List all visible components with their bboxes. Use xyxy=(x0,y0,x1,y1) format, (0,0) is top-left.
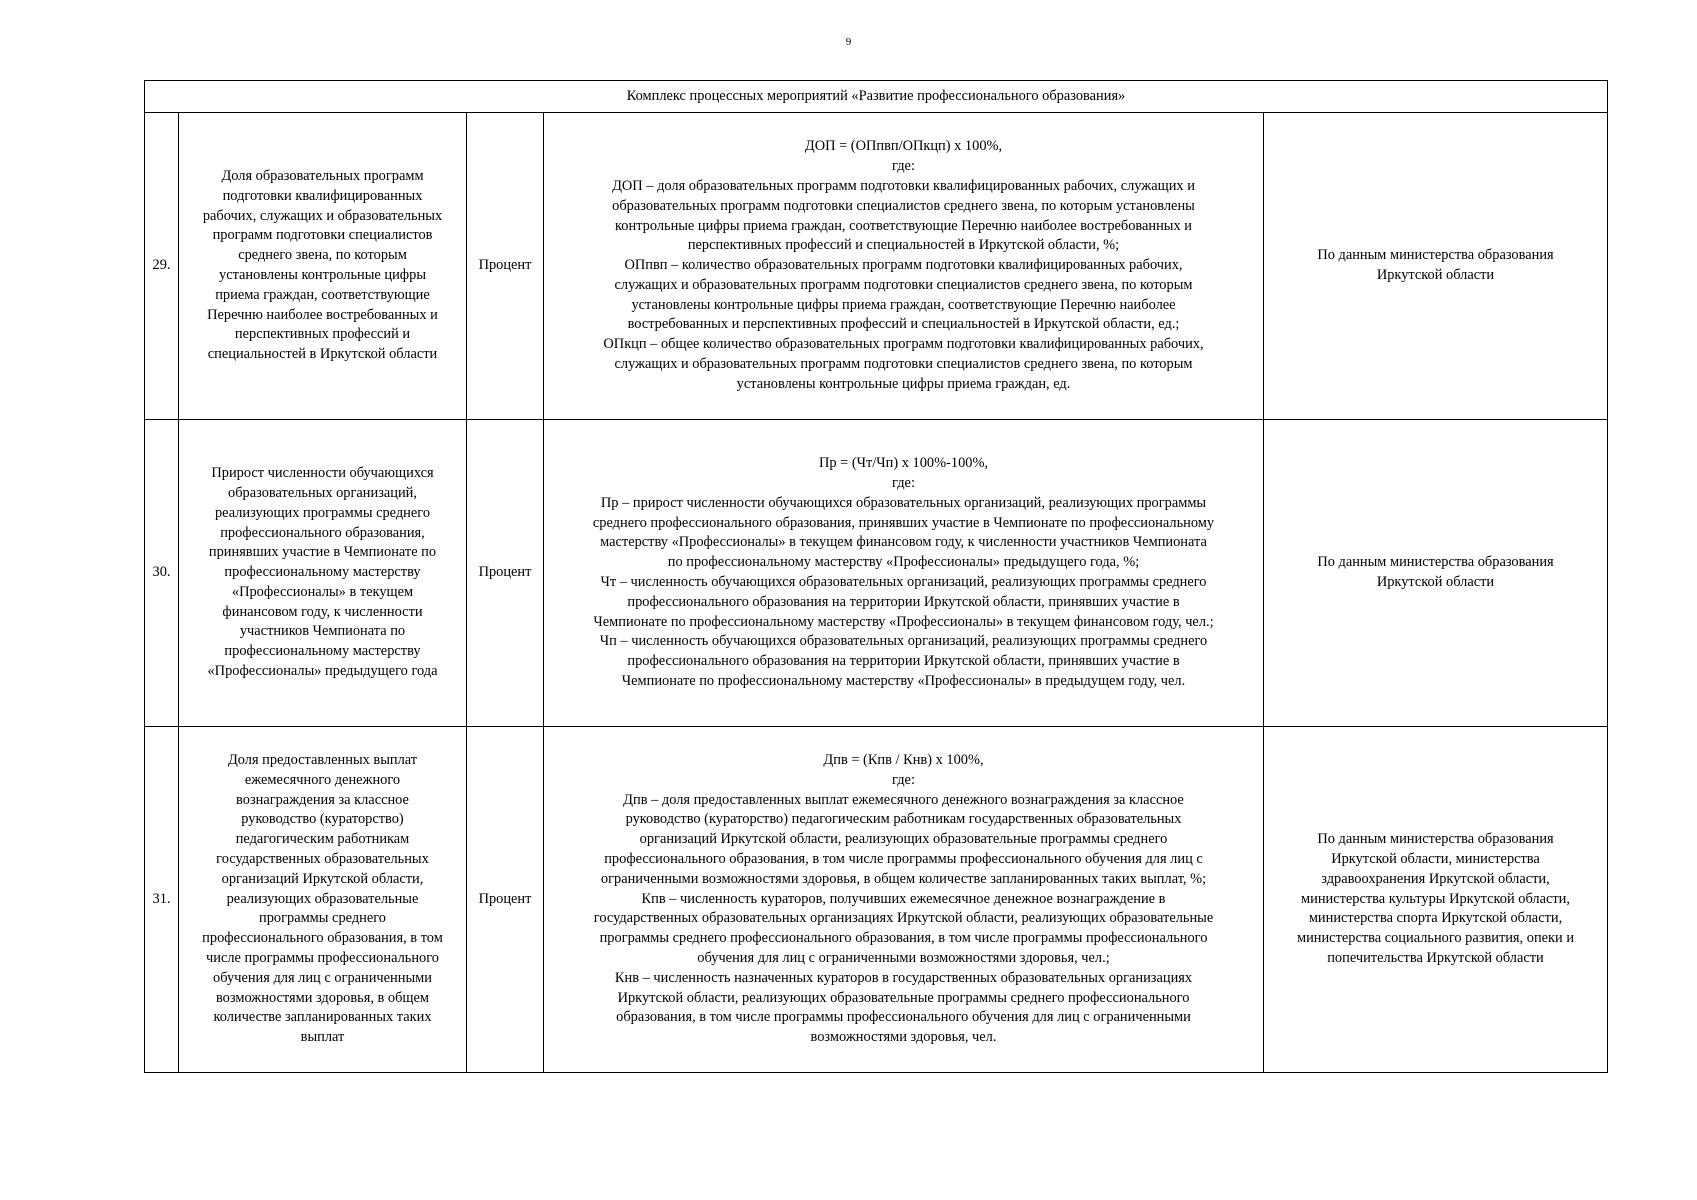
text-line: контрольные цифры приема граждан, соответствующие Перечню наиболее востребованных и xyxy=(615,217,1192,234)
indicator-name xyxy=(179,727,467,1073)
text-line: где: xyxy=(892,158,915,175)
text-line: возможностями здоровья, чел. xyxy=(810,1029,997,1046)
text-line: профессионального образования на территории Иркутской области, принявших участие в xyxy=(627,653,1180,670)
text-line: программы среднего xyxy=(259,910,386,927)
text-line: руководство (кураторство) педагогическим работникам государственных образовательных xyxy=(625,811,1182,828)
text-line: финансовом году, к численности xyxy=(222,603,423,620)
text-line: программ подготовки специалистов xyxy=(212,227,433,244)
text-line: выплат xyxy=(300,1029,345,1046)
indicators-table xyxy=(144,80,1608,1073)
text-line: профессиональному мастерству xyxy=(224,564,421,581)
text-line: По данным министерства образования xyxy=(1317,554,1554,571)
text-line: Иркутской области xyxy=(1376,574,1495,590)
text-line: Иркутской области, министерства xyxy=(1331,851,1540,867)
text-line: перспективных профессий и специальностей в Иркутской области, %; xyxy=(687,237,1120,254)
page-number: 9 xyxy=(845,36,852,48)
row-number: 31. xyxy=(145,727,179,1073)
text-line: рабочих, служащих и образовательных xyxy=(202,207,443,224)
text-line: приема граждан, соответствующие xyxy=(215,286,430,303)
text-line: Чп – численность обучающихся образовательных организаций, реализующих программы среднего xyxy=(599,633,1208,650)
unit-cell: Процент xyxy=(467,420,544,727)
text-line: где: xyxy=(892,771,915,788)
text-line: перспективных профессий и xyxy=(234,326,411,343)
text-line: По данным министерства образования xyxy=(1317,831,1554,848)
text-line: обучения для лиц с ограниченными xyxy=(213,969,432,986)
text-line: Чемпионате по профессиональному мастерству «Профессионалы» в текущем финансовом году, чел.; xyxy=(593,613,1214,630)
text-line: среднего звена, по которым xyxy=(238,247,407,264)
text-line: здравоохранения Иркутской области, xyxy=(1321,870,1550,887)
text-line: организаций Иркутской области, реализующих образовательные программы среднего xyxy=(639,831,1168,848)
text-line: ограниченными возможностями здоровья, в общем количестве запланированных таких выплат, %; xyxy=(600,870,1207,887)
text-line: установлены контрольные цифры xyxy=(219,267,426,283)
formula-cell xyxy=(544,113,1264,420)
text-line: профессиональному мастерству xyxy=(224,643,421,660)
text-line: руководство (кураторство) xyxy=(241,811,404,828)
text-line: возможностями здоровья, в общем xyxy=(215,989,429,1006)
table-row xyxy=(145,727,1608,1073)
text-line: реализующих программы среднего xyxy=(214,504,431,521)
indicator-name xyxy=(179,113,467,420)
row-number: 30. xyxy=(145,420,179,727)
text-line: Иркутской области xyxy=(1376,267,1495,283)
text-line: Прирост численности обучающихся xyxy=(211,465,434,482)
text-line: Дпв = (Кпв / Кнв) x 100%, xyxy=(823,752,984,769)
section-header-row xyxy=(145,81,1608,113)
text-line: профессионального образования, в том числе программы профессионального обучения для лиц с xyxy=(604,851,1203,867)
text-line: Иркутской области, реализующих образовательные программы среднего профессионального xyxy=(617,989,1190,1006)
text-line: участников Чемпионата по xyxy=(239,623,406,640)
text-line: «Профессионалы» в текущем xyxy=(231,583,414,600)
text-line: Кпв – численность кураторов, получивших ежемесячное денежное вознаграждение в xyxy=(641,890,1166,907)
text-line: Чт – численность обучающихся образовательных организаций, реализующих программы среднего xyxy=(600,574,1207,590)
text-line: образования, в том числе программы профессионального обучения для лиц с ограниченными xyxy=(616,1009,1191,1026)
text-line: специальностей в Иркутской области xyxy=(207,346,438,363)
text-line: установлены контрольные цифры приема граждан, ед. xyxy=(736,375,1071,392)
text-line: профессионального образования, в том xyxy=(202,930,443,947)
text-line: министерства социального развития, опеки и xyxy=(1296,930,1575,947)
text-line: министерства культуры Иркутской области, xyxy=(1301,890,1570,907)
text-line: образовательных программ подготовки специалистов среднего звена, по которым установлены xyxy=(612,197,1195,214)
text-line: реализующих образовательные xyxy=(226,890,419,907)
text-line: ежемесячного денежного xyxy=(244,771,401,788)
text-line: образовательных организаций, xyxy=(228,484,417,501)
row-number: 29. xyxy=(145,113,179,420)
text-line: попечительства Иркутской области xyxy=(1327,949,1544,966)
text-line: среднего профессионального образования, принявших участие в Чемпионате по профессиональному xyxy=(592,514,1215,531)
text-line: Дпв – доля предоставленных выплат ежемесячного денежного вознаграждения за классное xyxy=(623,791,1184,808)
text-line: Доля предоставленных выплат xyxy=(227,752,418,769)
text-line: государственных образовательных организациях Иркутской области, реализующих образовательные xyxy=(593,910,1214,927)
text-line: обучения для лиц с ограниченными возможностями здоровья, чел.; xyxy=(697,949,1110,966)
text-line: востребованных и перспективных профессий и специальностей в Иркутской области, ед.; xyxy=(627,316,1180,333)
indicator-name xyxy=(179,420,467,727)
text-line: установлены контрольные цифры приема граждан, соответствующие Перечню наиболее xyxy=(631,296,1176,313)
text-line: Пр – прирост численности обучающихся образовательных организаций, реализующих программы xyxy=(600,494,1207,511)
section-title: Комплекс процессных мероприятий «Развитие профессионального образования» xyxy=(145,81,1608,113)
table-row xyxy=(145,420,1608,727)
source-cell xyxy=(1264,420,1608,727)
text-line: Пр = (Чт/Чп) x 100%-100%, xyxy=(818,455,989,472)
text-line: профессионального образования на территории Иркутской области, принявших участие в xyxy=(627,593,1180,610)
text-line: Доля образовательных программ xyxy=(221,168,424,185)
source-cell xyxy=(1264,113,1608,420)
text-line: где: xyxy=(892,475,915,492)
text-line: мастерству «Профессионалы» в текущем финансовом году, к численности участников Чемпионата xyxy=(600,534,1207,551)
formula-cell xyxy=(544,420,1264,727)
text-line: организаций Иркутской области, xyxy=(221,870,424,887)
text-line: ОПкцп – общее количество образовательных программ подготовки квалифицированных рабочих, xyxy=(603,336,1204,353)
source-cell xyxy=(1264,727,1608,1073)
unit-cell: Процент xyxy=(467,113,544,420)
text-line: количестве запланированных таких xyxy=(213,1009,432,1026)
unit-cell: Процент xyxy=(467,727,544,1073)
text-line: «Профессионалы» предыдущего года xyxy=(207,663,438,680)
text-line: служащих и образовательных программ подготовки специалистов среднего звена, по которым xyxy=(614,356,1193,373)
text-line: Кнв – численность назначенных кураторов в государственных образовательных организациях xyxy=(614,969,1193,986)
text-line: профессионального образования, xyxy=(220,524,425,541)
text-line: ДОП = (ОПпвп/ОПкцп) x 100%, xyxy=(804,138,1003,155)
text-line: Перечню наиболее востребованных и xyxy=(207,306,438,323)
text-line: числе программы профессионального xyxy=(206,949,439,966)
table-row xyxy=(145,113,1608,420)
text-line: ОПпвп – количество образовательных программ подготовки квалифицированных рабочих, xyxy=(624,257,1183,274)
text-line: служащих и образовательных программ подготовки специалистов среднего звена, по которым xyxy=(614,276,1193,293)
text-line: По данным министерства образования xyxy=(1317,247,1554,264)
text-line: вознаграждения за классное xyxy=(236,791,409,808)
text-line: Чемпионате по профессиональному мастерству «Профессионалы» в предыдущем году, чел. xyxy=(621,672,1186,689)
text-line: по профессиональному мастерству «Профессионалы» предыдущего года, %; xyxy=(667,554,1140,571)
text-line: министерства спорта Иркутской области, xyxy=(1308,910,1563,927)
text-line: подготовки квалифицированных xyxy=(222,187,423,204)
text-line: государственных образовательных xyxy=(216,851,429,867)
text-line: программы среднего профессионального образования, в том числе программы профессионального xyxy=(599,930,1208,947)
text-line: педагогическим работникам xyxy=(235,831,410,848)
text-line: принявших участие в Чемпионате по xyxy=(208,544,437,561)
text-line: ДОП – доля образовательных программ подготовки квалифицированных рабочих, служащих и xyxy=(612,177,1195,194)
formula-cell xyxy=(544,727,1264,1073)
